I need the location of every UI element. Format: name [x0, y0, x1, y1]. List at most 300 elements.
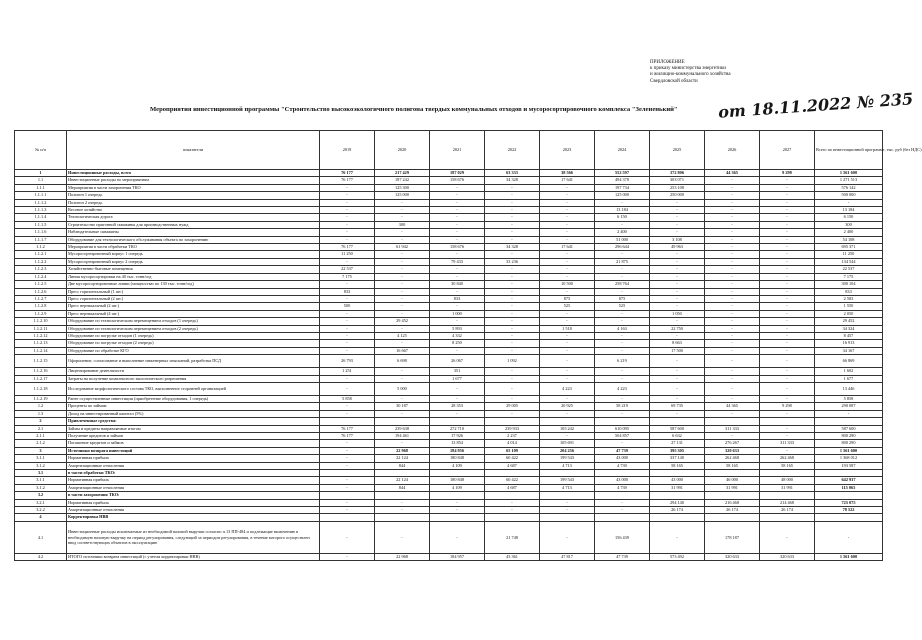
value-cell: 29 005	[485, 403, 540, 410]
table-row	[15, 221, 883, 228]
table-row	[15, 214, 883, 221]
value-cell: 216 468	[705, 499, 760, 506]
table-row	[15, 375, 883, 382]
value-cell: 6 632	[650, 433, 705, 440]
value-cell: 34 328	[485, 177, 540, 184]
row-number: 1.1.1.5	[15, 221, 67, 228]
value-cell	[650, 418, 705, 425]
value-cell: -	[540, 347, 595, 354]
value-cell: -	[485, 251, 540, 258]
value-cell: 194 461	[375, 433, 430, 440]
value-cell: -	[320, 229, 375, 236]
value-cell: -	[705, 281, 760, 288]
row-number: 3.1.2	[15, 462, 67, 469]
value-cell: -	[705, 288, 760, 295]
value-cell: 587 600	[650, 425, 705, 432]
table-row	[15, 462, 883, 469]
table-row	[15, 325, 883, 332]
row-label: Мусоросортировочный корпус 2 очередь	[67, 258, 320, 265]
value-cell: -	[375, 281, 430, 288]
value-cell: 239 933	[485, 425, 540, 432]
value-cell: 17 926	[430, 433, 485, 440]
table-row	[15, 199, 883, 206]
value-cell: -	[375, 368, 430, 375]
column-header: 2025	[650, 131, 705, 170]
value-cell: 5 000	[375, 382, 430, 395]
table-row	[15, 368, 883, 375]
value-cell: -	[705, 340, 760, 347]
value-cell	[430, 418, 485, 425]
value-cell: 47 739	[595, 553, 650, 560]
row-label: Нормативная прибыль	[67, 499, 320, 506]
row-number: 3.1.2	[15, 484, 67, 491]
value-cell: 193 587	[815, 462, 883, 469]
row-number: 1.1.2.15	[15, 355, 67, 368]
value-cell: -	[485, 368, 540, 375]
row-label: ИТОГО источники возврата инвестиций (с учетом корректировки НВВ)	[67, 553, 320, 560]
row-label: Займы и кредиты направляемые итогом	[67, 425, 320, 432]
row-label: Оборудование для технологического обслуживания объекта по захоронению	[67, 236, 320, 243]
value-cell: 10 500	[540, 281, 595, 288]
value-cell: -	[430, 303, 485, 310]
value-cell: 500 000	[815, 192, 883, 199]
row-label: Инвестиционные расходы, всего	[67, 170, 320, 177]
value-cell: 197 734	[595, 184, 650, 191]
row-label: Весовое хозяйство	[67, 207, 320, 214]
value-cell: -	[705, 318, 760, 325]
row-label: Привлеченные средства:	[67, 418, 320, 425]
value-cell: 38 566	[540, 170, 595, 177]
value-cell: -	[760, 395, 815, 402]
value-cell: -	[595, 288, 650, 295]
table-row	[15, 303, 883, 310]
value-cell: -	[430, 521, 485, 553]
value-cell: 844	[375, 484, 430, 491]
row-label: Корректировка НВВ	[67, 514, 320, 521]
table-row	[15, 499, 883, 506]
value-cell: -	[760, 310, 815, 317]
value-cell: -	[320, 477, 375, 484]
value-cell: 844	[375, 462, 430, 469]
value-cell: 26 174	[650, 507, 705, 514]
table-row	[15, 288, 883, 295]
value-cell: -	[705, 192, 760, 199]
value-cell	[540, 514, 595, 521]
table-row	[15, 425, 883, 432]
value-cell: -	[760, 192, 815, 199]
value-cell: 30 840	[430, 281, 485, 288]
table-row	[15, 521, 883, 553]
value-cell: 61 942	[375, 244, 430, 251]
value-cell: -	[705, 244, 760, 251]
column-header: 2019	[320, 131, 375, 170]
value-cell: -	[540, 507, 595, 514]
row-number: 1.1.1.7	[15, 236, 67, 243]
row-number: 1.1.2.18	[15, 382, 67, 395]
value-cell: -	[760, 375, 815, 382]
value-cell: -	[375, 375, 430, 382]
row-label: Исследование морфологического состава ТКО, выполненное сторонней организацией	[67, 382, 320, 395]
value-cell: 217 429	[375, 170, 430, 177]
row-number: 2	[15, 418, 67, 425]
row-number: 1.1.2.19	[15, 395, 67, 402]
table-row	[15, 433, 883, 440]
value-cell: 22 124	[375, 455, 430, 462]
value-cell: -	[540, 340, 595, 347]
value-cell	[320, 470, 375, 477]
value-cell: 60 422	[485, 477, 540, 484]
value-cell: -	[595, 318, 650, 325]
value-cell: -	[705, 347, 760, 354]
value-cell: 1 677	[430, 375, 485, 382]
value-cell: -	[430, 318, 485, 325]
value-cell: -	[760, 177, 815, 184]
value-cell: -	[485, 288, 540, 295]
value-cell: -	[650, 332, 705, 339]
value-cell: 13 446	[815, 382, 883, 395]
value-cell: 76 177	[320, 244, 375, 251]
value-cell: -	[485, 214, 540, 221]
value-cell: 8 663	[650, 340, 705, 347]
value-cell: 500	[320, 303, 375, 310]
value-cell: -	[485, 375, 540, 382]
value-cell: -	[705, 368, 760, 375]
value-cell: 4 109	[430, 484, 485, 491]
value-cell: -	[540, 214, 595, 221]
value-cell: -	[705, 433, 760, 440]
value-cell: -	[650, 266, 705, 273]
value-cell: -	[815, 410, 883, 417]
value-cell	[705, 492, 760, 499]
value-cell	[705, 514, 760, 521]
value-cell: 17 641	[540, 244, 595, 251]
value-cell: 1 561 600	[815, 553, 883, 560]
value-cell: 1 251	[320, 368, 375, 375]
value-cell: 1 092	[485, 355, 540, 368]
value-cell: -	[540, 251, 595, 258]
value-cell	[320, 492, 375, 499]
table-row	[15, 382, 883, 395]
value-cell: -	[375, 251, 430, 258]
value-cell: -	[485, 318, 540, 325]
value-cell: 43 000	[595, 477, 650, 484]
value-cell	[815, 470, 883, 477]
value-cell: 51 000	[595, 236, 650, 243]
value-cell: 44 365	[705, 170, 760, 177]
value-cell: 875	[540, 295, 595, 302]
value-cell: -	[430, 184, 485, 191]
value-cell: -	[540, 288, 595, 295]
value-cell: -	[430, 347, 485, 354]
row-number: 1.1.1.1	[15, 192, 67, 199]
value-cell: -	[540, 318, 595, 325]
value-cell: -	[705, 295, 760, 302]
value-cell: -	[485, 410, 540, 417]
value-cell: -	[705, 177, 760, 184]
value-cell: -	[760, 303, 815, 310]
value-cell: 17 641	[540, 177, 595, 184]
investment-table	[14, 130, 922, 561]
value-cell	[650, 470, 705, 477]
value-cell: 69 735	[650, 403, 705, 410]
value-cell: 253 108	[650, 184, 705, 191]
row-number: 1.1.2.13	[15, 340, 67, 347]
value-cell	[320, 514, 375, 521]
value-cell: -	[650, 288, 705, 295]
value-cell: 351	[430, 368, 485, 375]
attachment-line: и жилищно-коммунального хозяйства	[650, 72, 731, 78]
value-cell: -	[320, 192, 375, 199]
row-number: 1.1	[15, 177, 67, 184]
value-cell: 610 095	[595, 425, 650, 432]
row-label: Полигон 2 очередь	[67, 199, 320, 206]
value-cell: 311 333	[760, 440, 815, 447]
table-row	[15, 318, 883, 325]
row-label: Технологическая дорога	[67, 214, 320, 221]
value-cell: -	[320, 207, 375, 214]
value-cell: -	[760, 295, 815, 302]
column-header: показатели	[67, 131, 320, 170]
value-cell: 642 937	[815, 477, 883, 484]
value-cell	[430, 514, 485, 521]
value-cell: -	[375, 499, 430, 506]
row-label: Пресс вертикальный (4 шт.)	[67, 310, 320, 317]
row-number: 1.1.2.4	[15, 273, 67, 280]
table-row	[15, 258, 883, 265]
value-cell: 4 739	[595, 484, 650, 491]
value-cell: 875	[595, 295, 650, 302]
value-cell: 833	[815, 288, 883, 295]
row-label: Затраты на получение комплексного экологического разрешения	[67, 375, 320, 382]
value-cell	[595, 470, 650, 477]
value-cell: 60 422	[485, 455, 540, 462]
value-cell: -	[760, 447, 815, 454]
attachment-line: ПРИЛОЖЕНИЕ	[650, 60, 685, 65]
table-row	[15, 484, 883, 491]
value-cell: -	[650, 221, 705, 228]
row-number: 2.1.1	[15, 433, 67, 440]
value-cell: 2 400	[815, 229, 883, 236]
table-row	[15, 177, 883, 184]
value-cell: -	[485, 303, 540, 310]
value-cell: 43 361	[485, 553, 540, 560]
value-cell: 4 223	[540, 382, 595, 395]
value-cell: 1 561 600	[815, 447, 883, 454]
value-cell: 2 583	[815, 295, 883, 302]
value-cell: 8 250	[430, 340, 485, 347]
row-number: 3.2.1	[15, 499, 67, 506]
row-label: Хозяйственно-бытовые помещения	[67, 266, 320, 273]
value-cell: -	[595, 499, 650, 506]
value-cell: -	[760, 340, 815, 347]
value-cell: 6 150	[595, 214, 650, 221]
row-number: 1.1.2.3	[15, 266, 67, 273]
value-cell: 4 109	[430, 462, 485, 469]
value-cell: -	[430, 288, 485, 295]
value-cell: 6 219	[595, 355, 650, 368]
value-cell: -	[485, 295, 540, 302]
value-cell: 320 633	[705, 447, 760, 454]
value-cell: -	[760, 347, 815, 354]
value-cell: 76 177	[320, 177, 375, 184]
value-cell: -	[650, 355, 705, 368]
value-cell: 1 368 012	[815, 455, 883, 462]
value-cell: -	[485, 207, 540, 214]
value-cell: -	[375, 303, 430, 310]
value-cell: -	[760, 355, 815, 368]
value-cell: 105 691	[540, 440, 595, 447]
value-cell: 250 000	[650, 192, 705, 199]
value-cell: 156 439	[595, 521, 650, 553]
value-cell	[595, 418, 650, 425]
value-cell: -	[375, 258, 430, 265]
value-cell: -	[485, 229, 540, 236]
table-row	[15, 440, 883, 447]
table-row	[15, 273, 883, 280]
row-number: 3	[15, 447, 67, 454]
row-number: 3.2	[15, 492, 67, 499]
table-row	[15, 340, 883, 347]
value-cell: -	[375, 288, 430, 295]
value-cell: -	[320, 521, 375, 553]
value-cell: -	[595, 410, 650, 417]
value-cell: -	[595, 266, 650, 273]
value-cell: 63 333	[485, 170, 540, 177]
value-cell: 58 165	[650, 462, 705, 469]
attachment-note	[650, 60, 810, 85]
value-cell: 180 848	[430, 455, 485, 462]
value-cell: 290 087	[815, 403, 883, 410]
value-cell: 178 187	[705, 521, 760, 553]
value-cell: 22 537	[815, 266, 883, 273]
value-cell: -	[650, 318, 705, 325]
value-cell: -	[320, 462, 375, 469]
value-cell: -	[540, 236, 595, 243]
value-cell: 58 165	[760, 462, 815, 469]
row-label: Мероприятия в части захоронения ТКО	[67, 184, 320, 191]
value-cell: -	[320, 440, 375, 447]
value-cell: 1 550	[815, 303, 883, 310]
value-cell	[760, 492, 815, 499]
row-number: 1.1.2.8	[15, 303, 67, 310]
value-cell: 184 956	[430, 447, 485, 454]
value-cell: 4 223	[595, 382, 650, 395]
value-cell: 49 963	[650, 244, 705, 251]
row-label: Проценты по займам	[67, 403, 320, 410]
value-cell: -	[375, 214, 430, 221]
value-cell: -	[430, 273, 485, 280]
value-cell: -	[595, 251, 650, 258]
value-cell: -	[650, 214, 705, 221]
value-cell: -	[705, 332, 760, 339]
table-row	[15, 229, 883, 236]
value-cell: -	[540, 310, 595, 317]
value-cell: -	[540, 355, 595, 368]
value-cell: 21 748	[485, 521, 540, 553]
row-number: 1.1.2.6	[15, 288, 67, 295]
row-label: Источники возврата инвестиций	[67, 447, 320, 454]
value-cell: -	[650, 281, 705, 288]
value-cell: -	[320, 214, 375, 221]
value-cell: 115 065	[815, 484, 883, 491]
value-cell: 16 913	[815, 340, 883, 347]
row-number: 1.1.2.9	[15, 310, 67, 317]
value-cell: 65 109	[485, 447, 540, 454]
row-number: 3.2.2	[15, 507, 67, 514]
value-cell: -	[320, 484, 375, 491]
value-cell: 1 602	[815, 368, 883, 375]
value-cell: 5 858	[320, 395, 375, 402]
value-cell: -	[320, 447, 375, 454]
row-number: 1.1.2.5	[15, 281, 67, 288]
value-cell: -	[760, 281, 815, 288]
value-cell: 29 452	[375, 318, 430, 325]
value-cell	[375, 514, 430, 521]
value-cell: 8 457	[815, 332, 883, 339]
value-cell: -	[485, 382, 540, 395]
row-label: Пресс горизонтальный (2 шт.)	[67, 295, 320, 302]
row-number: 1.2	[15, 403, 67, 410]
value-cell	[760, 418, 815, 425]
value-cell: 34 167	[815, 347, 883, 354]
value-cell: -	[430, 266, 485, 273]
value-cell: -	[540, 266, 595, 273]
value-cell: -	[760, 318, 815, 325]
value-cell: -	[320, 410, 375, 417]
row-number: 1.1.2	[15, 244, 67, 251]
value-cell: -	[320, 507, 375, 514]
value-cell: -	[650, 273, 705, 280]
value-cell: 29 452	[815, 318, 883, 325]
value-cell: 13 184	[815, 207, 883, 214]
value-cell: -	[540, 499, 595, 506]
value-cell: 30 187	[375, 403, 430, 410]
value-cell	[595, 514, 650, 521]
value-cell	[815, 418, 883, 425]
value-cell: 180 848	[430, 477, 485, 484]
value-cell: 576 142	[815, 184, 883, 191]
table-row	[15, 207, 883, 214]
value-cell	[595, 492, 650, 499]
value-cell	[485, 470, 540, 477]
value-cell: 4 332	[430, 332, 485, 339]
value-cell: 272 710	[430, 425, 485, 432]
value-cell: 33 236	[485, 258, 540, 265]
row-label: Лицензирование деятельности	[67, 368, 320, 375]
table-row	[15, 310, 883, 317]
value-cell: 34 324	[815, 325, 883, 332]
value-cell: 6 150	[815, 214, 883, 221]
value-cell: 294 140	[650, 499, 705, 506]
value-cell: -	[760, 229, 815, 236]
value-cell: -	[320, 325, 375, 332]
value-cell: -	[375, 295, 430, 302]
value-cell	[815, 492, 883, 499]
table-row	[15, 514, 883, 521]
column-header: 2027	[760, 131, 815, 170]
value-cell: -	[320, 375, 375, 382]
value-cell	[815, 514, 883, 521]
value-cell: -	[485, 395, 540, 402]
value-cell: -	[650, 375, 705, 382]
value-cell: 78 522	[815, 507, 883, 514]
value-cell: -	[760, 266, 815, 273]
row-number: 2.1.2	[15, 440, 67, 447]
table-row	[15, 470, 883, 477]
table-row	[15, 236, 883, 243]
value-cell: -	[375, 440, 430, 447]
table-row	[15, 295, 883, 302]
